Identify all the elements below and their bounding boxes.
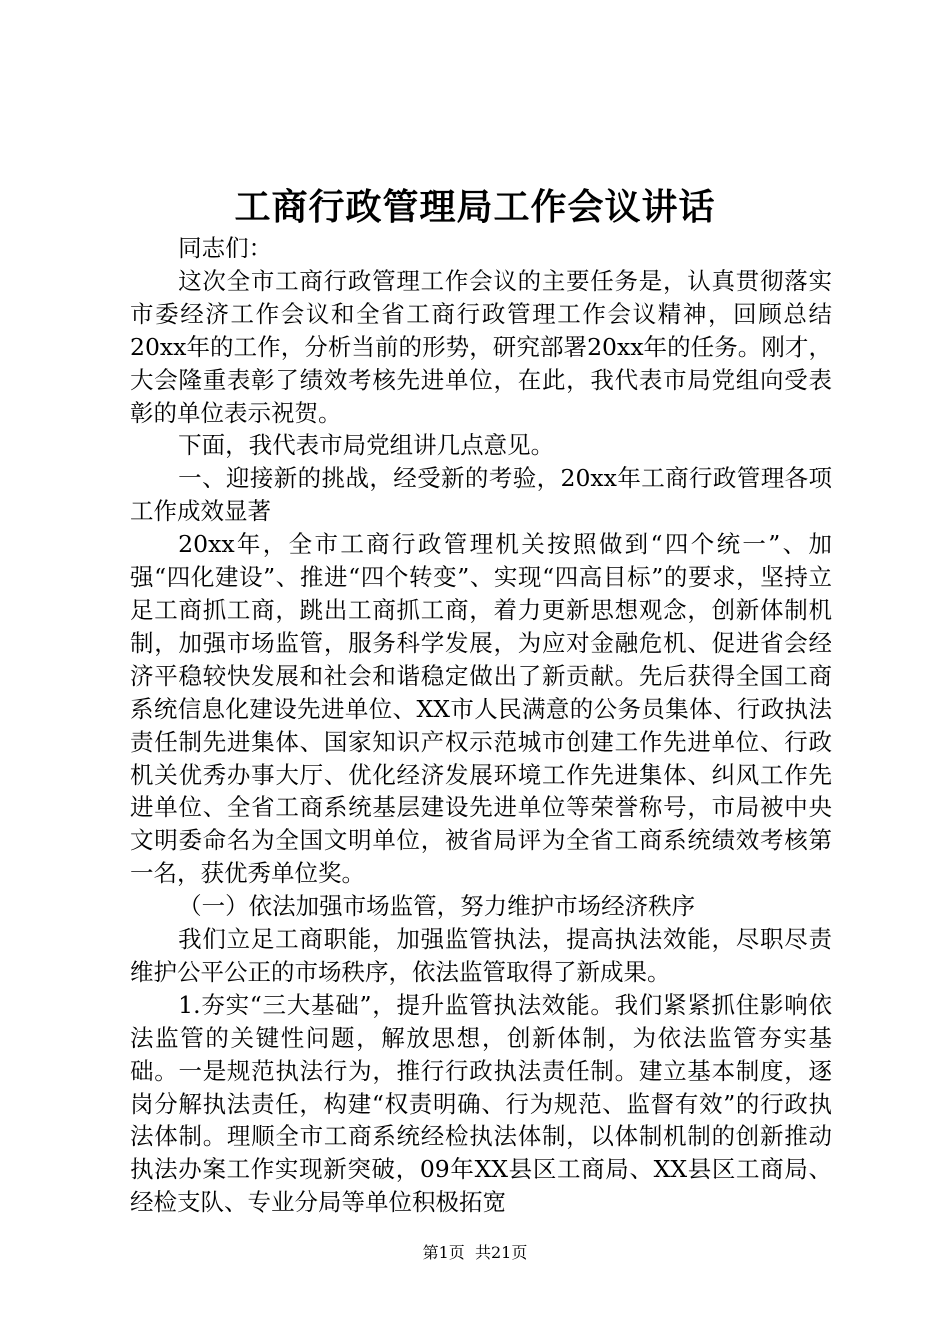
- document-title: 工商行政管理局工作会议讲话: [234, 186, 716, 228]
- body-paragraph: 20xx年，全市工商行政管理机关按照做到“四个统一”、加强“四化建设”、推进“四个转变”、实现“四高目标”的要求，坚持立足工商抓工商，跳出工商抓工商，着力更新思想观念，创新体制机制，加强市场监管，服务科学发展，为应对金融危机、促进省会经济平稳较快发展和社会和谐稳定做出了新贡献。先后获得全国工商系统信息化建设先进单位、XX市人民满意的公务员集体、行政执法责任制先进集体、国家知识产权示范城市创建工作先进单位、行政机关优秀办事大厅、优化经济发展环境工作先进集体、纠风工作先进单位、全省工商系统基层建设先进单位等荣誉称号，市局被中央文明委命名为全国文明单位，被省局评为全省工商系统绩效考核第一名，获优秀单位奖。: [130, 530, 832, 888]
- page-footer: [0, 1242, 950, 1264]
- document-body: [130, 232, 832, 1219]
- salutation-paragraph: 同志们：: [178, 234, 273, 262]
- subsection-heading: （一）依法加强市场监管，努力维护市场经济秩序: [178, 892, 696, 921]
- body-paragraph: 下面，我代表市局党组讲几点意见。: [178, 431, 555, 460]
- body-paragraph: 1.夯实“三大基础”，提升监管执法效能。我们紧紧抓住影响依法监管的关键性问题，解放思想，创新体制，为依法监管夯实基础。一是规范执法行为，推行行政执法责任制。建立基本制度，逐岗分解执法责任，构建“权责明确、行为规范、监督有效”的行政执法体制。理顺全市工商系统经检执法体制，以体制机制的创新推动执法办案工作实现新突破，09年XX县区工商局、XX县区工商局、经检支队、专业分局等单位积极拓宽: [130, 990, 832, 1217]
- section-heading: 一、迎接新的挑战，经受新的考验，20xx年工商行政管理各项工作成效显著: [130, 464, 832, 526]
- body-paragraph: 我们立足工商职能，加强监管执法，提高执法效能，尽职尽责维护公平公正的市场秩序，依法监管取得了新成果。: [130, 925, 832, 986]
- body-paragraph: 这次全市工商行政管理工作会议的主要任务是，认真贯彻落实市委经济工作会议和全省工商行政管理工作会议精神，回顾总结20xx年的工作，分析当前的形势，研究部署20xx年的任务。刚才，大会隆重表彰了绩效考核先进单位，在此，我代表市局党组向受表彰的单位表示祝贺。: [130, 266, 832, 427]
- page-number: 第1页: [422, 1243, 465, 1262]
- page-total: 共21页: [474, 1243, 528, 1262]
